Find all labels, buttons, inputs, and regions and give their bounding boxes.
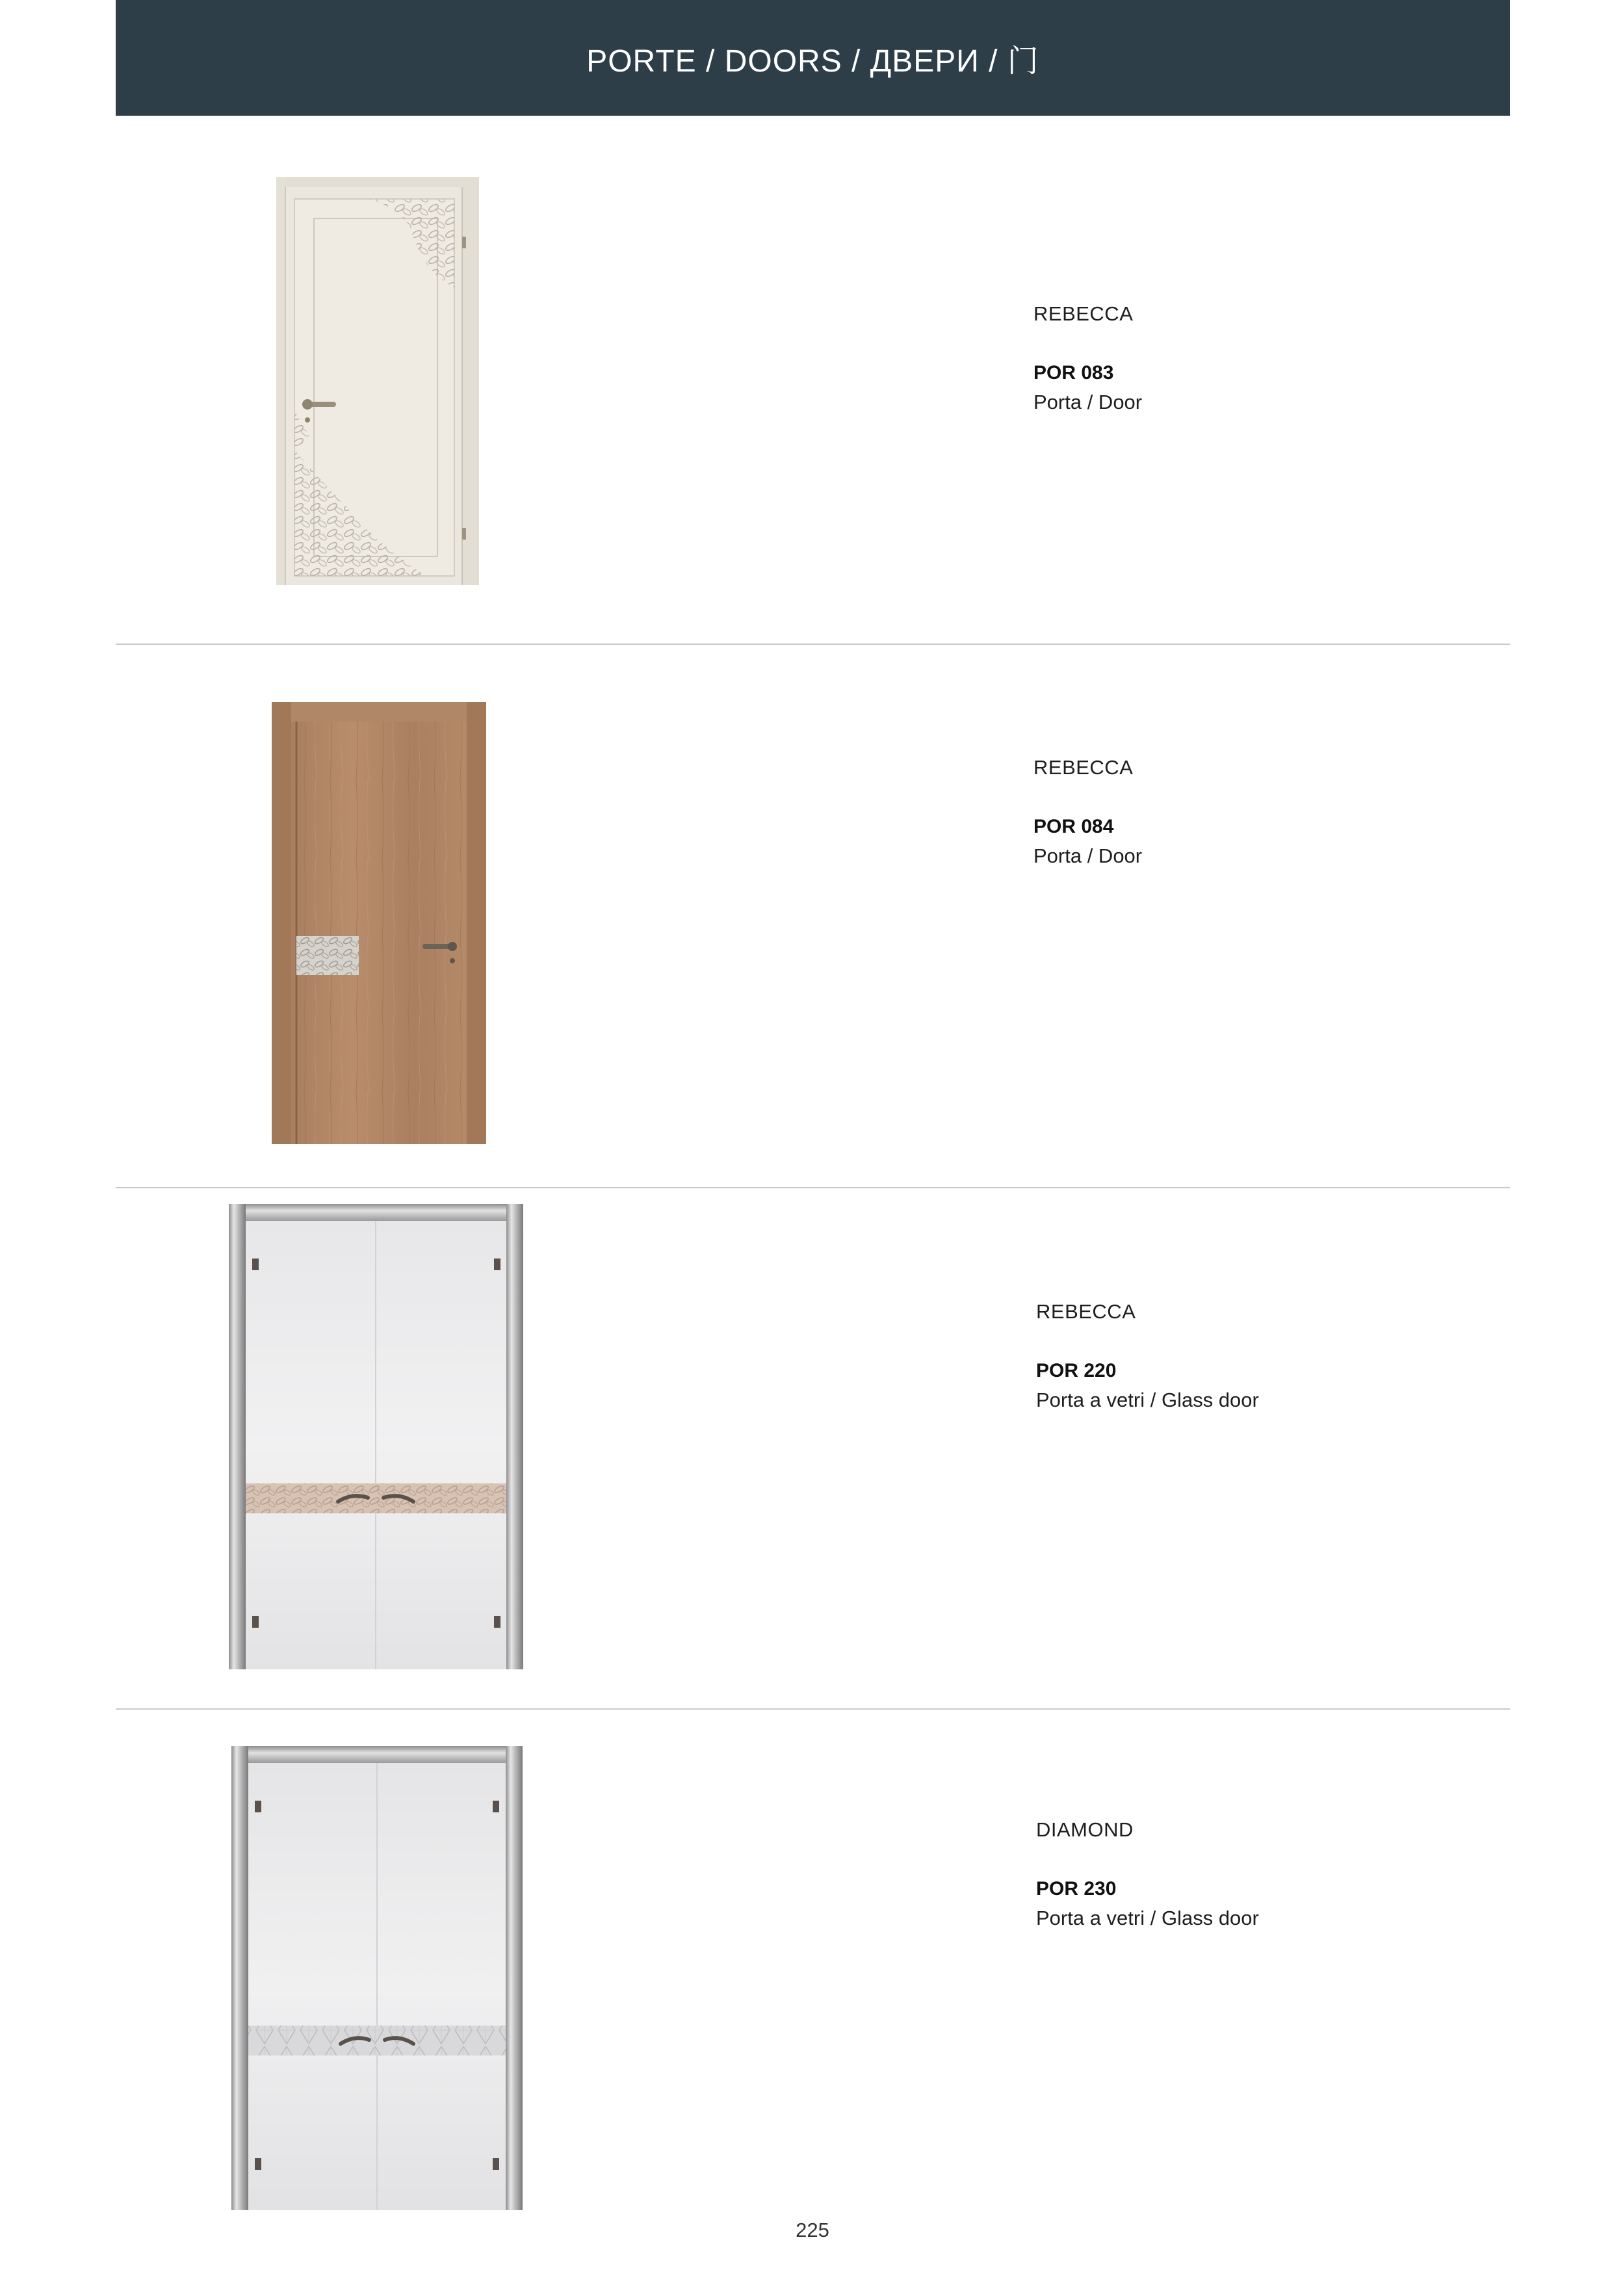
product-image-por-220 (229, 1204, 523, 1669)
section-divider (116, 644, 1510, 645)
product-info-por-220 (1036, 1300, 1259, 1412)
product-type: Porta a vetri / Glass door (1036, 1907, 1259, 1929)
product-type: Porta a vetri / Glass door (1036, 1389, 1259, 1411)
product-name: REBECCA (1033, 302, 1134, 325)
product-info-por-230 (1036, 1818, 1259, 1930)
section-divider (116, 1187, 1510, 1188)
product-name: REBECCA (1033, 756, 1134, 779)
product-image-por-230 (231, 1746, 523, 2210)
section-divider (116, 1708, 1510, 1710)
product-code: POR 084 (1033, 816, 1114, 837)
page-header (116, 0, 1510, 116)
product-name: DIAMOND (1036, 1818, 1134, 1841)
product-info-por-083 (1033, 302, 1142, 414)
page-title: PORTE / DOORS / ДВЕРИ / 门 (586, 44, 1039, 79)
product-name: REBECCA (1036, 1300, 1136, 1323)
product-image-por-084 (272, 702, 486, 1144)
page-number: 225 (796, 2219, 829, 2241)
product-info-por-084 (1033, 756, 1142, 868)
product-type: Porta / Door (1033, 391, 1143, 413)
product-code: POR 083 (1033, 362, 1114, 384)
product-code: POR 220 (1036, 1360, 1117, 1381)
product-code: POR 230 (1036, 1878, 1117, 1899)
product-image-por-083 (276, 177, 479, 585)
product-type: Porta / Door (1033, 844, 1143, 867)
